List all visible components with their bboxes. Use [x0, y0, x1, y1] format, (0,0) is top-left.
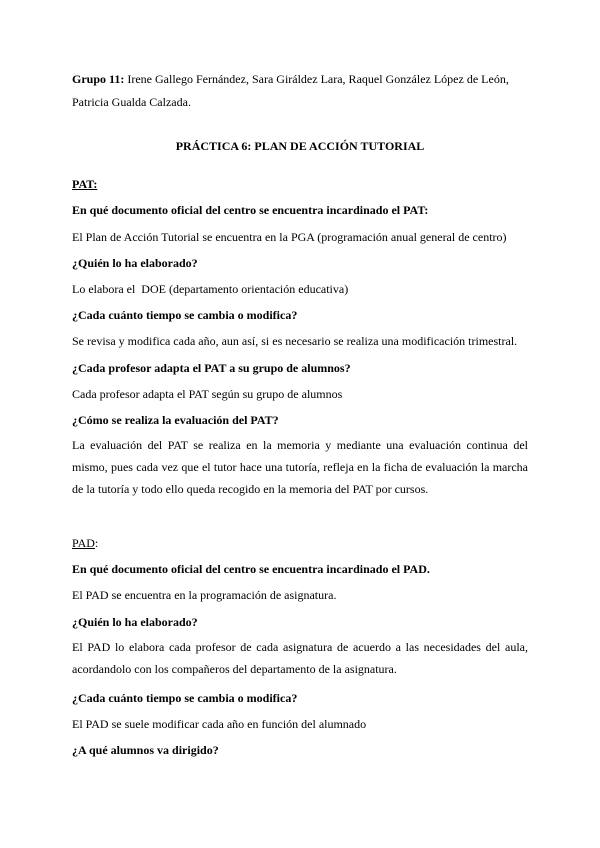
pad-answer-3: El PAD se suele modificar cada año en función del alumnado — [72, 717, 367, 731]
pat-answer-2: Lo elabora el DOE (departamento orientación educativa) — [72, 281, 349, 296]
pad-question-4: ¿A qué alumnos va dirigido? — [72, 743, 219, 758]
pad-answer-2: El PAD lo elabora cada profesor de cada asignatura de acuerdo a las necesidades del aula, acordandolo con los compañeros del departamento de la asignatura. — [72, 639, 528, 676]
pat-section-heading: PAT: — [72, 177, 98, 192]
pat-answer-3: Se revisa y modifica cada año, aun así, si es necesario se realiza una modificación trimestral. — [72, 334, 518, 349]
pat-answer-4: Cada profesor adapta el PAT según su grupo de alumnos — [72, 386, 343, 401]
pad-heading-colon: : — [94, 536, 99, 551]
pad-question-1: En qué documento oficial del centro se encuentra incardinado el PAD. — [72, 562, 430, 577]
group-label: Grupo 11: — [72, 72, 125, 86]
pat-question-2: ¿Quién lo ha elaborado? — [72, 255, 198, 270]
pad-heading-text: PAD — [72, 536, 95, 551]
pad-question-3: ¿Cada cuánto tiempo se cambia o modifica? — [72, 690, 298, 705]
pad-question-2: ¿Quién lo ha elaborado? — [72, 614, 198, 629]
pad-section-heading — [72, 535, 528, 551]
pat-question-4: ¿Cada profesor adapta el PAT a su grupo de alumnos? — [72, 360, 351, 375]
document-page — [72, 68, 528, 758]
pat-question-5: ¿Cómo se realiza la evaluación del PAT? — [72, 412, 279, 427]
authors-list: Irene Gallego Fernández, Sara Giráldez Lara, Raquel González López de León, Patricia Gualda Calzada. — [72, 72, 509, 109]
pat-question-1: En qué documento oficial del centro se encuentra incardinado el PAT: — [72, 203, 429, 218]
pat-answer-1: El Plan de Acción Tutorial se encuentra en la PGA (programación anual general de centro) — [72, 229, 507, 244]
pad-answer-1: El PAD se encuentra en la programación de asignatura. — [72, 588, 337, 603]
authors-paragraph — [72, 68, 528, 114]
pat-question-3: ¿Cada cuánto tiempo se cambia o modifica? — [72, 308, 298, 323]
pat-answer-5: La evaluación del PAT se realiza en la memoria y mediante una evaluación continua del mismo, pues cada vez que el tutor hace una tutoría, refleja en la ficha de evaluación la marcha de la tutoría y todo ello queda recogido en la memoria del PAT por cursos. — [72, 438, 528, 497]
document-title: PRÁCTICA 6: PLAN DE ACCIÓN TUTORIAL — [175, 139, 425, 153]
